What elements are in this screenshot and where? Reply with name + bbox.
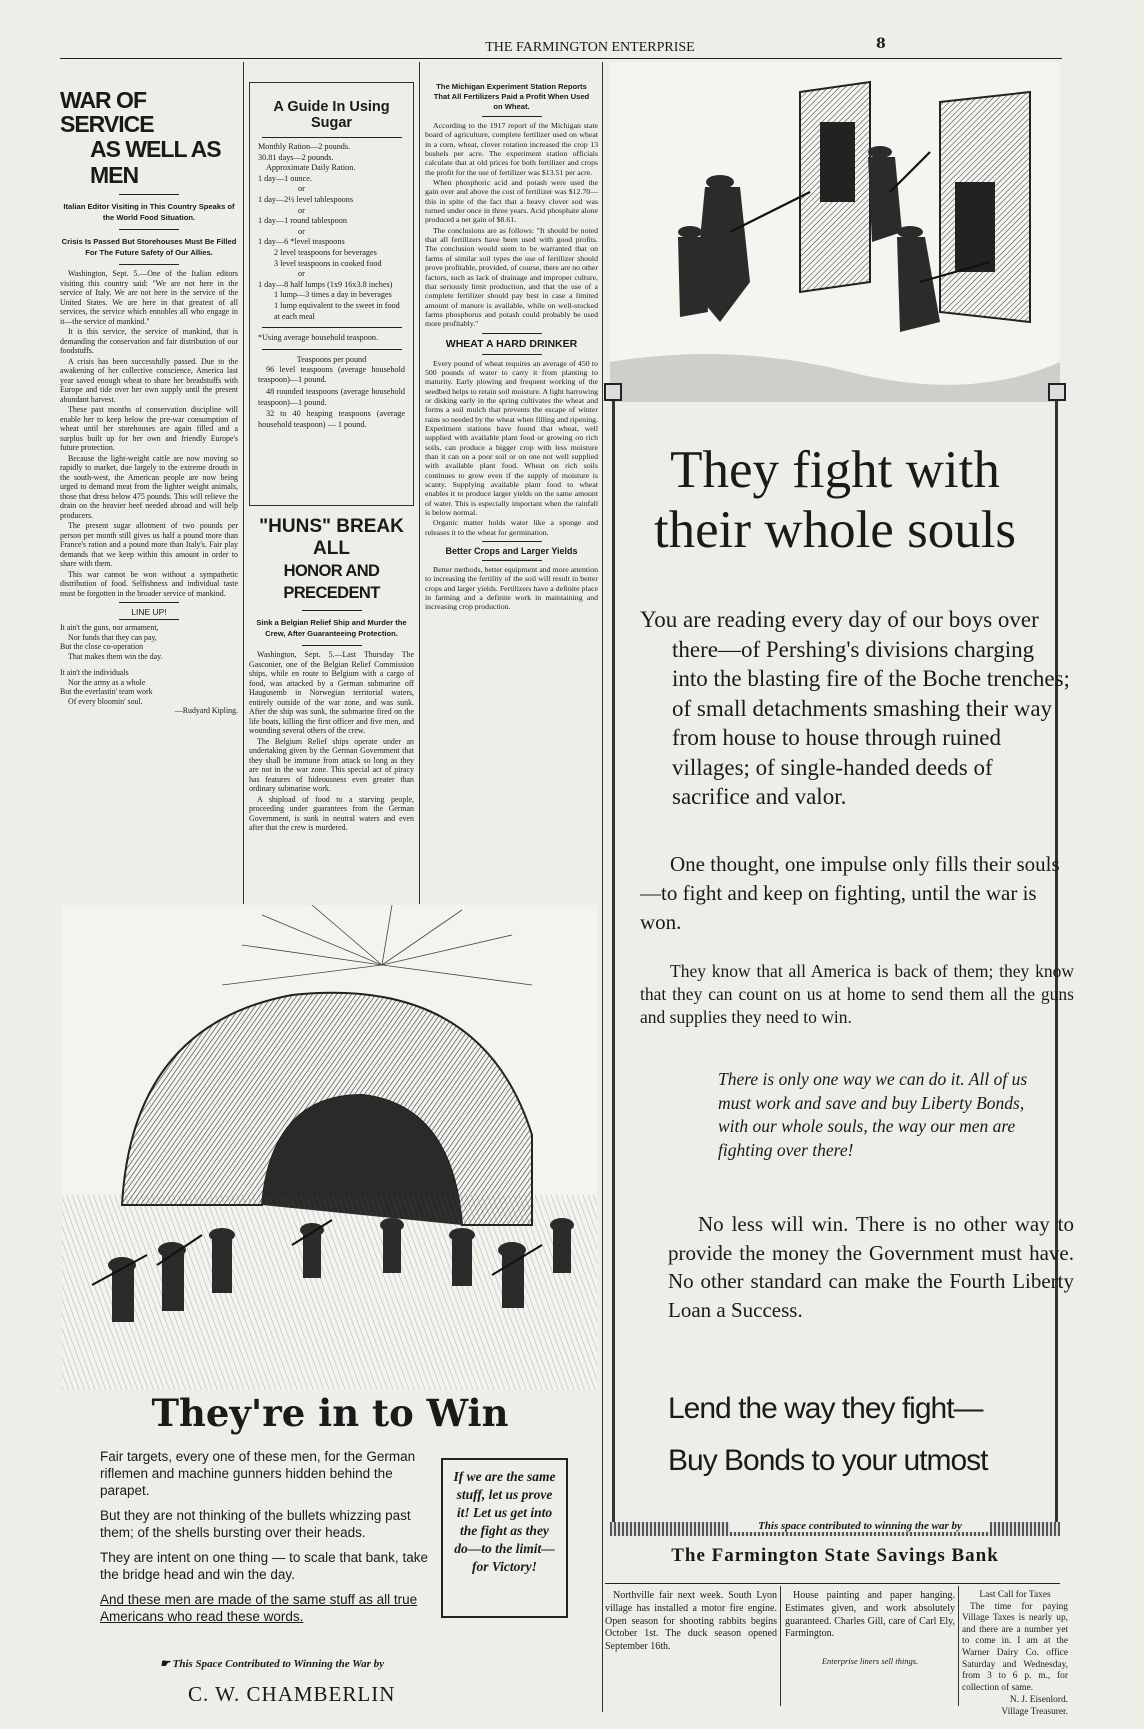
paragraph: There is only one way we can do it. All of us must work and save and buy Liberty Bonds, with our whole souls, the way our men are fighting over there! xyxy=(718,1069,1028,1160)
win-body xyxy=(100,1448,430,1625)
column-rule xyxy=(419,62,420,904)
divider xyxy=(482,116,542,117)
paragraph: No less will win. There is no other way to provide the money the Government must have. No other standard can make the Fourth Liberty Loan a Success. xyxy=(668,1212,1074,1322)
paragraph: The conclusions are as follows: "It should be noted that all fertilizers have been used with good profits. The conclusion would seem to be warranted that on farms of similar soil types the use of fertilizer should prove profitable, provided, of course, there are no other factors, such as lack of drainage and improper culture, that seriously limit production, and that the use of a complete fertilizer should pay best in case a limited amount of manure is available, while on well-stocked farms phosphorus and potash could probably be used more profitably." xyxy=(425,225,598,329)
p2-text: One thought, one impulse only fills their souls—to fight and keep on fighting, until the war is won. xyxy=(640,852,1060,934)
headline-huns: "HUNS" BREAK ALL xyxy=(259,516,404,559)
headline-as-well-as-men: AS WELL AS MEN xyxy=(90,136,221,188)
paragraph: When phosphoric acid and potash were used the gain over and above the cost of fertilizer was $12.70—this in spite of the fact that a heavy clover sod was turned under once in three years. Acid phosphate alone produced a net gain of $8.61. xyxy=(425,178,598,225)
paragraph: This war cannot be won without a sympathetic distribution of food. Selfishness and individual taste must be forgotten in the broader service of mankind. xyxy=(60,569,238,598)
fight-body-4 xyxy=(718,1068,1054,1162)
divider xyxy=(119,194,179,195)
divider xyxy=(302,610,362,611)
paragraph: They are intent on one thing — to scale that bank, take the bridge head and win the day. xyxy=(100,1550,428,1582)
michigan-story xyxy=(425,82,598,613)
divider xyxy=(262,137,402,138)
win-sponsor: C. W. CHAMBERLIN xyxy=(188,1682,396,1706)
poem-line: But the close co-operation xyxy=(60,642,144,651)
sugar-line: 1 lump equivalent to the sweet in food at each meal xyxy=(274,300,400,321)
bank-sponsor: The Farmington State Savings Bank xyxy=(671,1545,999,1566)
sugar-line: Monthly Ration—2 pounds. xyxy=(258,142,351,151)
col1-body xyxy=(60,269,238,598)
col1-story xyxy=(60,88,238,716)
masthead: THE FARMINGTON ENTERPRISE xyxy=(485,40,695,55)
sugar-note: *Using average household teaspoon. xyxy=(258,333,379,343)
win-headline: They're in to Win xyxy=(151,1391,509,1435)
paragraph: But they are not thinking of the bullets whizzing past them; of the shells bursting over their heads. xyxy=(100,1508,411,1540)
tsp-line: 32 to 40 heaping teaspoons (average household teaspoon) — 1 pound. xyxy=(258,409,405,429)
local-col-2 xyxy=(785,1590,955,1668)
divider xyxy=(119,602,179,603)
village-assault-drawing xyxy=(610,62,1060,402)
column-rule xyxy=(602,62,603,1712)
paragraph: They know that all America is back of them; they know that they can count on us at home to send them all the guns and supplies they need to win. xyxy=(640,961,1074,1027)
fight-headline-1: They fight with xyxy=(670,441,1000,499)
tsp-line: 48 rounded teaspoons (average household teaspoon)—1 pound. xyxy=(258,386,405,407)
paragraph: Washington, Sept. 5.—Last Thursday The Gasconier, one of the Belgian Relief Commission ships, while en route to Belgium with a cargo of food, was attacked by a German submarine off Haugusemb in Norwegian territorial waters, entirely outside of the war zone, and was sunk. After the ship was sunk, the submarine fired on the life boats, killing the first officer and five men, and wounding several others of the crew. xyxy=(249,650,414,735)
sugar-line: 1 lump—3 times a day in beverages xyxy=(274,290,392,300)
liners-note: Enterprise liners sell things. xyxy=(821,1656,919,1667)
paragraph: According to the 1917 report of the Michigan state board of agriculture, complete fertilizer used on wheat in a corn, wheat, clover rotation increased the crop 13 bushels per acre. The experiment station officials calculate that at old prices for both fertilizer and crops the profit for the use of fertilizer was $13.51 per acre. xyxy=(425,121,598,177)
sugar-line: or xyxy=(298,205,305,215)
paragraph: The present sugar allotment of two pounds per person per month still gives us half a pound more than France's ration and a pound more than Italy's. Fair play demands that we keep within this amount in order to share with them. xyxy=(60,521,238,568)
fight-body-3 xyxy=(640,960,1074,1029)
paragraph xyxy=(640,850,1074,937)
deck2: Crisis Is Passed But Storehouses Must Be Filled For The Future Safety of Our Allies. xyxy=(61,237,237,257)
poem xyxy=(60,623,238,716)
poem-line: Nor the army as a whole xyxy=(68,677,146,687)
divider xyxy=(482,560,542,561)
local-col-3 xyxy=(962,1590,1068,1719)
wheat-head: WHEAT A HARD DRINKER xyxy=(445,337,578,350)
sugar-line: Approximate Daily Ration. xyxy=(266,163,356,173)
sugar-line: 3 level teaspoons in cooked food xyxy=(274,258,382,268)
sugar-line: or xyxy=(298,184,305,194)
paragraph: And these men are made of the same stuff as all true Americans who read these words. xyxy=(100,1592,418,1624)
tax-notice: The time for paying Village Taxes is nearly up, and there are a number yet to come in. I am at the Warner Dairy Co. office Saturday and Wednesday, from 3 to 6 p. m., for collection of same. xyxy=(962,1601,1068,1693)
headline-war-of-service: WAR OF SERVICE xyxy=(60,87,154,137)
sugar-line: 30.81 days—2 pounds. xyxy=(258,152,334,162)
paragraph: Organic matter holds water like a sponge and releases it to the wheat for germination. xyxy=(425,518,598,537)
huns-deck: Sink a Belgian Relief Ship and Murder the Crew, After Guaranteeing Protection. xyxy=(256,618,407,638)
page-number: 8 xyxy=(876,36,886,52)
crops-body xyxy=(425,565,598,612)
wheat-body xyxy=(425,359,598,538)
paragraph: A shipload of food to a starving people, proceeding under guarantees from the German Government, is sunk in neutral waters and even after that the crew is murdered. xyxy=(249,794,414,832)
tsp-title: Teaspoons per pound xyxy=(296,354,367,364)
divider xyxy=(119,229,179,230)
fight-headline-2: their whole souls xyxy=(653,501,1017,559)
paragraph: Fair targets, every one of these men, for the German riflemen and machine gunners hidden behind the parapet. xyxy=(100,1449,416,1498)
paragraph: It is this service, the service of mankind, that is demanding the conservation and fair distribution of our foodstuffs. xyxy=(60,327,238,355)
poem-line: Of every bloomin' soul. xyxy=(68,696,143,706)
column-rule xyxy=(780,1586,781,1706)
column-rule xyxy=(958,1586,959,1706)
win-contrib xyxy=(160,1657,560,1670)
divider xyxy=(482,354,542,355)
divider xyxy=(482,541,542,542)
sugar-guide-box xyxy=(249,82,414,506)
deck1: Italian Editor Visiting in This Country Speaks of the World Food Situation. xyxy=(63,202,235,222)
paragraph: A crisis has been successfully passed. Due to the awakening of her collective conscience, America last year saved enough wheat to share her breadstuffs with Europe and tide over her own supply until the present abundant harvest. xyxy=(60,356,238,404)
paragraph: The Belgium Relief ships operate under an undertaking given by the German Government that they shall be immune from attack so long as they are not in the war zone. This special act of piracy has features of hideousness even greater than ordinary submarine work. xyxy=(249,736,414,793)
michigan-headline: The Michigan Experiment Station Reports That All Fertilizers Paid a Profit When Used on Wheat. xyxy=(433,82,590,111)
win-callout-box xyxy=(441,1458,568,1618)
paragraph: Washington, Sept. 5.—One of the Italian editors visiting this country said: "We are not here in the service of Italy. We are not here in the service of the United States. We are here in that greatest of all services, the service which ennobles all who engage in it—the service of mankind." xyxy=(60,269,238,326)
divider xyxy=(302,645,362,646)
huns-body xyxy=(249,650,414,833)
local-col-1 xyxy=(605,1590,777,1655)
sugar-line: or xyxy=(298,226,305,236)
pointing-hand-icon: ☛ xyxy=(160,1658,173,1670)
fight-slogan-2: Buy Bonds to your utmost xyxy=(668,1444,988,1477)
sugar-line: 1 day—8 half lumps (1x9 16x3.8 inches) xyxy=(258,279,393,289)
sugar-line: 1 day—6 *level teaspoons xyxy=(258,237,345,247)
divider xyxy=(262,349,402,350)
corner-ornament-icon xyxy=(1048,383,1066,401)
bridge-battle-illustration xyxy=(62,905,597,1390)
poem-line: Nor funds that they can pay, xyxy=(68,632,157,642)
fight-slogan-1: Lend the way they fight— xyxy=(668,1392,983,1425)
divider xyxy=(119,264,179,265)
column-rule xyxy=(243,62,244,904)
crops-head: Better Crops and Larger Yields xyxy=(445,546,578,557)
local-notes: House painting and paper hanging. Estimates given, and work absolutely guaranteed. Charles Gill, care of Carl Ely, Farmington. xyxy=(785,1590,955,1640)
tax-signature: N. J. Eisenlord. xyxy=(1009,1695,1068,1706)
win-callout-text: If we are the same stuff, let us prove it! Let us get into the fight as they do—to the limit—for Victory! xyxy=(453,1469,556,1574)
sugar-list xyxy=(258,142,405,322)
poem-line: It ain't the individuals xyxy=(60,668,129,677)
paragraph: These past months of conservation discipline will enable her to keep below the pre-war consumption of wheat until her storehouses are again filled and a surplus built up for her own and friendly Europe's future protection. xyxy=(60,405,238,452)
fight-body xyxy=(640,605,1074,812)
bridge-battle-drawing xyxy=(62,905,597,1390)
paragraph: You are reading every day of our boys over there—of Pershing's divisions charging into the blasting fire of the Boche trenches; of small detachments smashing their way from house to house through ruined villages; of single-handed deeds of sacrifice and valor. xyxy=(640,607,1070,809)
contrib-text: This Space Contributed to Winning the War by xyxy=(172,1658,385,1670)
paragraph: Because the light-weight cattle are now moving so rapidly to market, due largely to the extreme drouth in the south-west, the American people are now being urged to demand meat from the lighter weight animals, those that dress below 475 pounds. This will relieve the drain on the heavier beef needed abroad and will help producers. xyxy=(60,453,238,520)
huns-story xyxy=(249,516,414,834)
divider xyxy=(605,1583,1060,1584)
sugar-title: A Guide In Using Sugar xyxy=(273,99,390,131)
sugar-line: 1 day—1 ounce. xyxy=(258,173,312,183)
sugar-line: or xyxy=(298,269,305,279)
bank-contrib-text: This space contributed to winning the war by xyxy=(730,1520,990,1532)
poem-line: It ain't the guns, nor armament, xyxy=(60,623,159,632)
tsp-list xyxy=(258,365,405,431)
tax-title: Last Call for Taxes xyxy=(979,1590,1051,1600)
fight-body-2 xyxy=(640,850,1074,937)
poem-line: That makes them win the day. xyxy=(68,651,163,661)
local-notes: Northville fair next week. South Lyon village has installed a motor fire engine. Open season for shooting rabbits begins October 1st. The duck season opened September 16th. xyxy=(605,1590,777,1653)
sugar-line: 1 day—2½ level tablespoons xyxy=(258,194,354,204)
michigan-body xyxy=(425,121,598,329)
paragraph: Every pound of wheat requires an average of 450 to 500 pounds of water to carry it from planting to maturity. Early plowing and frequent working of the seedbed helps to retain soil moisture. A light harrowing or disking early in the spring cultivates the wheat and forms a soil mulch that prevents the escape of winter rains so needed by the wheat when filling and ripening. Experiment stations have found that wheat, well supplied with available plant food or growing on rich soils, can produce a bigger crop with less moisture than it can on a poor soil or on one not well supplied with available plant food. Wheat on rich soils continues to grow even if the supply of moisture is scanty. Supplying available plant food to wheat enables it to produce larger yields on the same amount of water. This is especially important when the rainfall is below normal. xyxy=(425,358,598,518)
headline-honor: HONOR AND PRECEDENT xyxy=(283,562,380,602)
poem-title: LINE UP! xyxy=(131,607,167,617)
sugar-line: 2 level teaspoons for beverages xyxy=(274,247,377,257)
village-assault-illustration xyxy=(610,62,1060,402)
fight-body-5 xyxy=(668,1210,1074,1324)
masthead-rule xyxy=(60,58,1062,59)
corner-ornament-icon xyxy=(604,383,622,401)
poem-line: But the everlastin' team work xyxy=(60,687,153,696)
tax-signature-title: Village Treasurer. xyxy=(1001,1706,1068,1717)
divider xyxy=(119,619,179,620)
divider xyxy=(262,327,402,328)
poem-author: —Rudyard Kipling. xyxy=(174,706,238,715)
paragraph: Better methods, better equipment and more attention to increasing the fertility of the soil will result in better crops and larger yields. Fertilizers have a definite place in farming and a definite work in maintaining and increasing crop production. xyxy=(425,565,598,612)
divider xyxy=(482,333,542,334)
sugar-line: 1 day—1 round tablespoon xyxy=(258,216,347,226)
tsp-line: 96 level teaspoons (average household teaspoon)—1 pound. xyxy=(258,364,405,385)
